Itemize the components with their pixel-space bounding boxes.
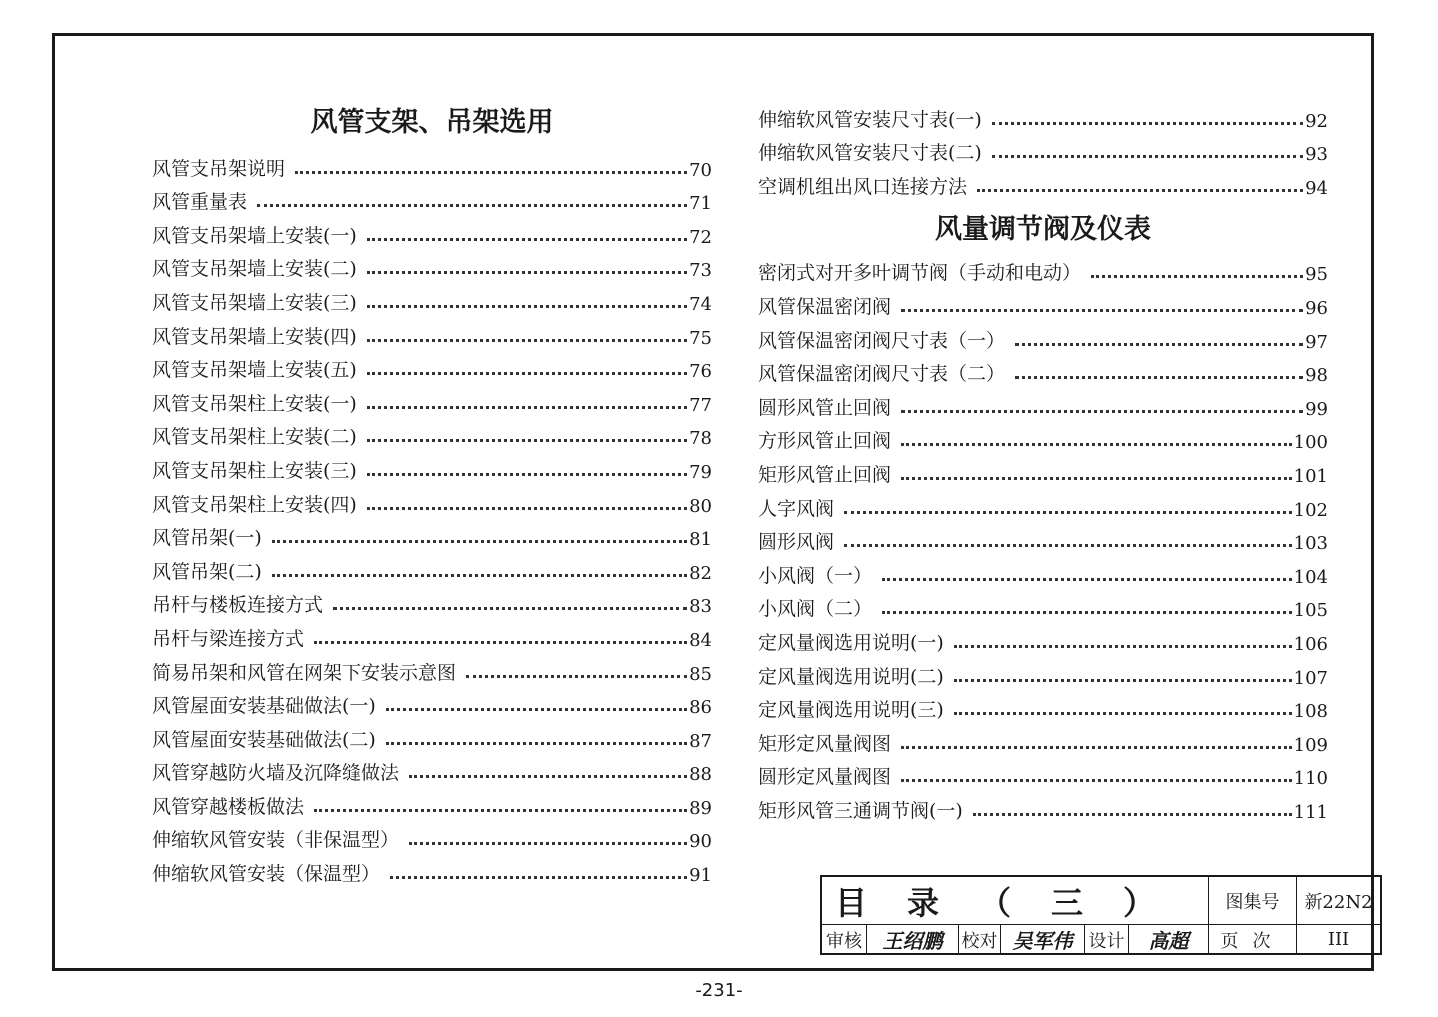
toc-entry-title: 风管穿越楼板做法 xyxy=(152,795,305,818)
toc-leader-dots xyxy=(409,842,687,845)
toc-entry-page: 111 xyxy=(1293,801,1328,823)
title-block xyxy=(820,875,1382,955)
toc-leader-dots xyxy=(367,439,687,442)
document-title: 目录（三） xyxy=(834,883,1195,922)
toc-leader-dots xyxy=(901,477,1292,480)
toc-entry xyxy=(758,588,1328,622)
toc-entry xyxy=(152,752,712,786)
toc-entry-title: 风管保温密闭阀尺寸表（一） xyxy=(758,329,1006,352)
toc-entry-page: 85 xyxy=(689,663,712,685)
toc-entry-title: 风管吊架(一) xyxy=(152,527,262,550)
toc-entry xyxy=(152,349,712,383)
toc-entry-title: 风管支吊架墙上安装(一) xyxy=(152,224,357,247)
toc-entry-title: 人字风阀 xyxy=(758,497,835,520)
toc-entry xyxy=(152,819,712,853)
toc-entry-title: 简易吊架和风管在网架下安装示意图 xyxy=(152,661,457,684)
toc-entry-title: 吊杆与梁连接方式 xyxy=(152,627,305,650)
toc-entry-page: 97 xyxy=(1305,331,1328,353)
toc-entry-page: 76 xyxy=(689,361,712,383)
toc-entry-title: 风管重量表 xyxy=(152,191,248,214)
toc-entry xyxy=(758,420,1328,454)
toc-entry-title: 圆形风管止回阀 xyxy=(758,396,892,419)
toc-leader-dots xyxy=(992,122,1303,125)
toc-entry xyxy=(758,165,1328,199)
toc-leader-dots xyxy=(466,675,687,678)
toc-entry-page: 95 xyxy=(1305,264,1328,286)
toc-entry-title: 风管支吊架柱上安装(一) xyxy=(152,392,357,415)
toc-entry-page: 91 xyxy=(689,865,712,887)
toc-entry-page: 73 xyxy=(689,260,712,282)
page-order-value: III xyxy=(1296,924,1380,955)
toc-leader-dots xyxy=(367,406,687,409)
toc-entry-title: 风管支吊架柱上安装(三) xyxy=(152,459,357,482)
toc-entry xyxy=(152,685,712,719)
toc-entry-title: 矩形风管止回阀 xyxy=(758,463,892,486)
toc-entry xyxy=(758,252,1328,286)
toc-leader-dots xyxy=(901,443,1292,446)
toc-entry xyxy=(152,584,712,618)
toc-entry-title: 伸缩软风管安装尺寸表(二) xyxy=(758,142,982,165)
toc-entry-page: 108 xyxy=(1293,701,1328,723)
toc-entry xyxy=(152,785,712,819)
toc-entry-page: 104 xyxy=(1293,566,1328,588)
toc-entry-page: 84 xyxy=(689,629,712,651)
toc-entry-title: 小风阀（一） xyxy=(758,564,873,587)
toc-leader-dots xyxy=(954,679,1292,682)
toc-entry xyxy=(758,487,1328,521)
toc-entry-page: 105 xyxy=(1293,600,1328,622)
toc-entry-title: 风管支吊架墙上安装(二) xyxy=(152,258,357,281)
toc-entry xyxy=(758,353,1328,387)
design-label: 设计 xyxy=(1084,924,1128,955)
toc-entry xyxy=(152,416,712,450)
toc-leader-dots xyxy=(367,473,687,476)
review-signature: 王绍鹏 xyxy=(866,924,958,955)
toc-leader-dots xyxy=(409,775,687,778)
toc-entry-title: 风管屋面安装基础做法(二) xyxy=(152,728,376,751)
right-toc-column xyxy=(758,98,1328,823)
toc-entry-page: 88 xyxy=(689,764,712,786)
toc-entry-title: 风管支吊架墙上安装(四) xyxy=(152,325,357,348)
toc-entry xyxy=(758,722,1328,756)
toc-entry xyxy=(758,132,1328,166)
check-label: 校对 xyxy=(958,924,1000,955)
design-signature: 高超 xyxy=(1128,924,1208,955)
toc-leader-dots xyxy=(901,410,1303,413)
toc-leader-dots xyxy=(844,511,1292,514)
toc-entry-page: 98 xyxy=(1305,365,1328,387)
section-title-supports: 风管支架、吊架选用 xyxy=(310,107,554,138)
atlas-number-value: 新22N2 xyxy=(1296,877,1380,924)
toc-entry-page: 80 xyxy=(689,495,712,517)
toc-entry-page: 82 xyxy=(689,562,712,584)
toc-entry-title: 小风阀（二） xyxy=(758,598,873,621)
toc-leader-dots xyxy=(386,742,687,745)
toc-entry-page: 81 xyxy=(689,529,712,551)
toc-leader-dots xyxy=(367,238,687,241)
check-signature: 吴军伟 xyxy=(1000,924,1084,955)
toc-leader-dots xyxy=(333,607,687,610)
toc-entry xyxy=(152,517,712,551)
toc-entry-page: 83 xyxy=(689,596,712,618)
toc-entry xyxy=(758,689,1328,723)
toc-entry-title: 定风量阀选用说明(二) xyxy=(758,665,944,688)
toc-leader-dots xyxy=(367,339,687,342)
toc-entry-title: 定风量阀选用说明(一) xyxy=(758,631,944,654)
toc-leader-dots xyxy=(272,540,687,543)
toc-entry xyxy=(152,483,712,517)
toc-leader-dots xyxy=(1091,275,1303,278)
toc-entry xyxy=(758,655,1328,689)
toc-leader-dots xyxy=(954,645,1292,648)
toc-entry-page: 70 xyxy=(689,159,712,181)
toc-leader-dots xyxy=(314,809,687,812)
toc-entry-title: 伸缩软风管安装尺寸表(一) xyxy=(758,108,982,131)
toc-entry xyxy=(152,214,712,248)
toc-entry xyxy=(758,386,1328,420)
toc-leader-dots xyxy=(367,305,687,308)
toc-leader-dots xyxy=(1015,343,1303,346)
toc-leader-dots xyxy=(390,876,687,879)
toc-leader-dots xyxy=(901,746,1292,749)
toc-leader-dots xyxy=(367,271,687,274)
toc-entry xyxy=(152,651,712,685)
toc-entry-title: 风管支吊架柱上安装(四) xyxy=(152,493,357,516)
toc-entry xyxy=(152,718,712,752)
toc-entry-page: 93 xyxy=(1305,144,1328,166)
toc-entry-title: 风管支吊架说明 xyxy=(152,157,286,180)
toc-entry xyxy=(152,248,712,282)
toc-entry-page: 109 xyxy=(1293,734,1328,756)
toc-entry xyxy=(758,453,1328,487)
toc-entry xyxy=(758,285,1328,319)
toc-entry-page: 87 xyxy=(689,730,712,752)
toc-entry xyxy=(152,147,712,181)
toc-entry-title: 风管支吊架柱上安装(二) xyxy=(152,426,357,449)
title-block-row-bottom xyxy=(822,924,1380,955)
toc-entry xyxy=(152,315,712,349)
toc-entry-title: 伸缩软风管安装（非保温型） xyxy=(152,829,400,852)
toc-entry-title: 方形风管止回阀 xyxy=(758,430,892,453)
toc-entry-page: 92 xyxy=(1305,110,1328,132)
toc-leader-dots xyxy=(954,712,1292,715)
toc-entry xyxy=(758,521,1328,555)
toc-entry xyxy=(152,852,712,886)
toc-entry-page: 78 xyxy=(689,428,712,450)
toc-entry-title: 圆形定风量阀图 xyxy=(758,766,892,789)
atlas-number-label: 图集号 xyxy=(1208,877,1296,924)
toc-entry-page: 100 xyxy=(1293,432,1328,454)
toc-entry-title: 空调机组出风口连接方法 xyxy=(758,175,968,198)
toc-entry-page: 75 xyxy=(689,327,712,349)
toc-list-supports xyxy=(152,147,712,886)
toc-entry xyxy=(152,382,712,416)
toc-entry-page: 110 xyxy=(1293,768,1328,790)
toc-leader-dots xyxy=(367,507,687,510)
toc-leader-dots xyxy=(992,155,1303,158)
toc-entry-title: 密闭式对开多叶调节阀（手动和电动） xyxy=(758,262,1082,285)
toc-entry xyxy=(152,449,712,483)
toc-leader-dots xyxy=(272,574,687,577)
toc-entry xyxy=(758,621,1328,655)
toc-entry-title: 风管穿越防火墙及沉降缝做法 xyxy=(152,762,400,785)
left-toc-column xyxy=(152,100,712,886)
toc-entry-page: 103 xyxy=(1293,533,1328,555)
toc-entry-page: 79 xyxy=(689,461,712,483)
toc-entry xyxy=(758,319,1328,353)
toc-leader-dots xyxy=(901,309,1303,312)
toc-entry-title: 吊杆与楼板连接方式 xyxy=(152,594,324,617)
toc-entry-page: 101 xyxy=(1293,465,1328,487)
toc-entry xyxy=(152,617,712,651)
toc-entry xyxy=(758,98,1328,132)
toc-leader-dots xyxy=(386,708,687,711)
title-block-row-top xyxy=(822,877,1380,925)
toc-entry-page: 90 xyxy=(689,831,712,853)
toc-entry-title: 伸缩软风管安装（保温型） xyxy=(152,863,381,886)
toc-entry-page: 99 xyxy=(1305,398,1328,420)
toc-entry-page: 89 xyxy=(689,797,712,819)
toc-entry-page: 71 xyxy=(689,193,712,215)
toc-leader-dots xyxy=(973,813,1292,816)
toc-entry-title: 圆形风阀 xyxy=(758,531,835,554)
toc-leader-dots xyxy=(844,544,1292,547)
toc-leader-dots xyxy=(901,779,1292,782)
toc-entry-title: 风管支吊架墙上安装(五) xyxy=(152,359,357,382)
toc-leader-dots xyxy=(295,171,687,174)
toc-entry-title: 风管吊架(二) xyxy=(152,560,262,583)
page-order-label: 页次 xyxy=(1208,924,1296,955)
toc-entry xyxy=(758,756,1328,790)
toc-entry-page: 74 xyxy=(689,293,712,315)
toc-leader-dots xyxy=(367,372,687,375)
toc-leader-dots xyxy=(314,641,687,644)
toc-entry-title: 风管支吊架墙上安装(三) xyxy=(152,291,357,314)
toc-entry-title: 风管保温密闭阀 xyxy=(758,295,892,318)
toc-list-flexible-ducts xyxy=(758,98,1328,199)
toc-entry xyxy=(758,789,1328,823)
section-title-dampers: 风量调节阀及仪表 xyxy=(935,213,1151,245)
toc-entry-page: 72 xyxy=(689,226,712,248)
toc-entry-page: 106 xyxy=(1293,633,1328,655)
toc-entry-title: 矩形风管三通调节阀(一) xyxy=(758,799,963,822)
toc-entry-page: 86 xyxy=(689,697,712,719)
review-label: 审核 xyxy=(826,930,862,952)
toc-entry xyxy=(758,554,1328,588)
toc-list-dampers xyxy=(758,252,1328,823)
toc-entry-page: 107 xyxy=(1293,667,1328,689)
toc-entry xyxy=(152,181,712,215)
toc-entry xyxy=(152,281,712,315)
toc-entry-title: 风管屋面安装基础做法(一) xyxy=(152,695,376,718)
toc-leader-dots xyxy=(257,204,687,207)
toc-entry-page: 102 xyxy=(1293,499,1328,521)
page-number: -231- xyxy=(695,980,743,1001)
toc-entry-page: 77 xyxy=(689,394,712,416)
toc-entry-title: 定风量阀选用说明(三) xyxy=(758,699,944,722)
toc-entry-title: 风管保温密闭阀尺寸表（二） xyxy=(758,363,1006,386)
toc-leader-dots xyxy=(882,611,1292,614)
toc-entry-page: 94 xyxy=(1305,177,1328,199)
toc-entry-page: 96 xyxy=(1305,297,1328,319)
toc-entry xyxy=(152,550,712,584)
toc-leader-dots xyxy=(1015,376,1303,379)
toc-leader-dots xyxy=(977,189,1303,192)
toc-entry-title: 矩形定风量阀图 xyxy=(758,732,892,755)
toc-leader-dots xyxy=(882,578,1292,581)
